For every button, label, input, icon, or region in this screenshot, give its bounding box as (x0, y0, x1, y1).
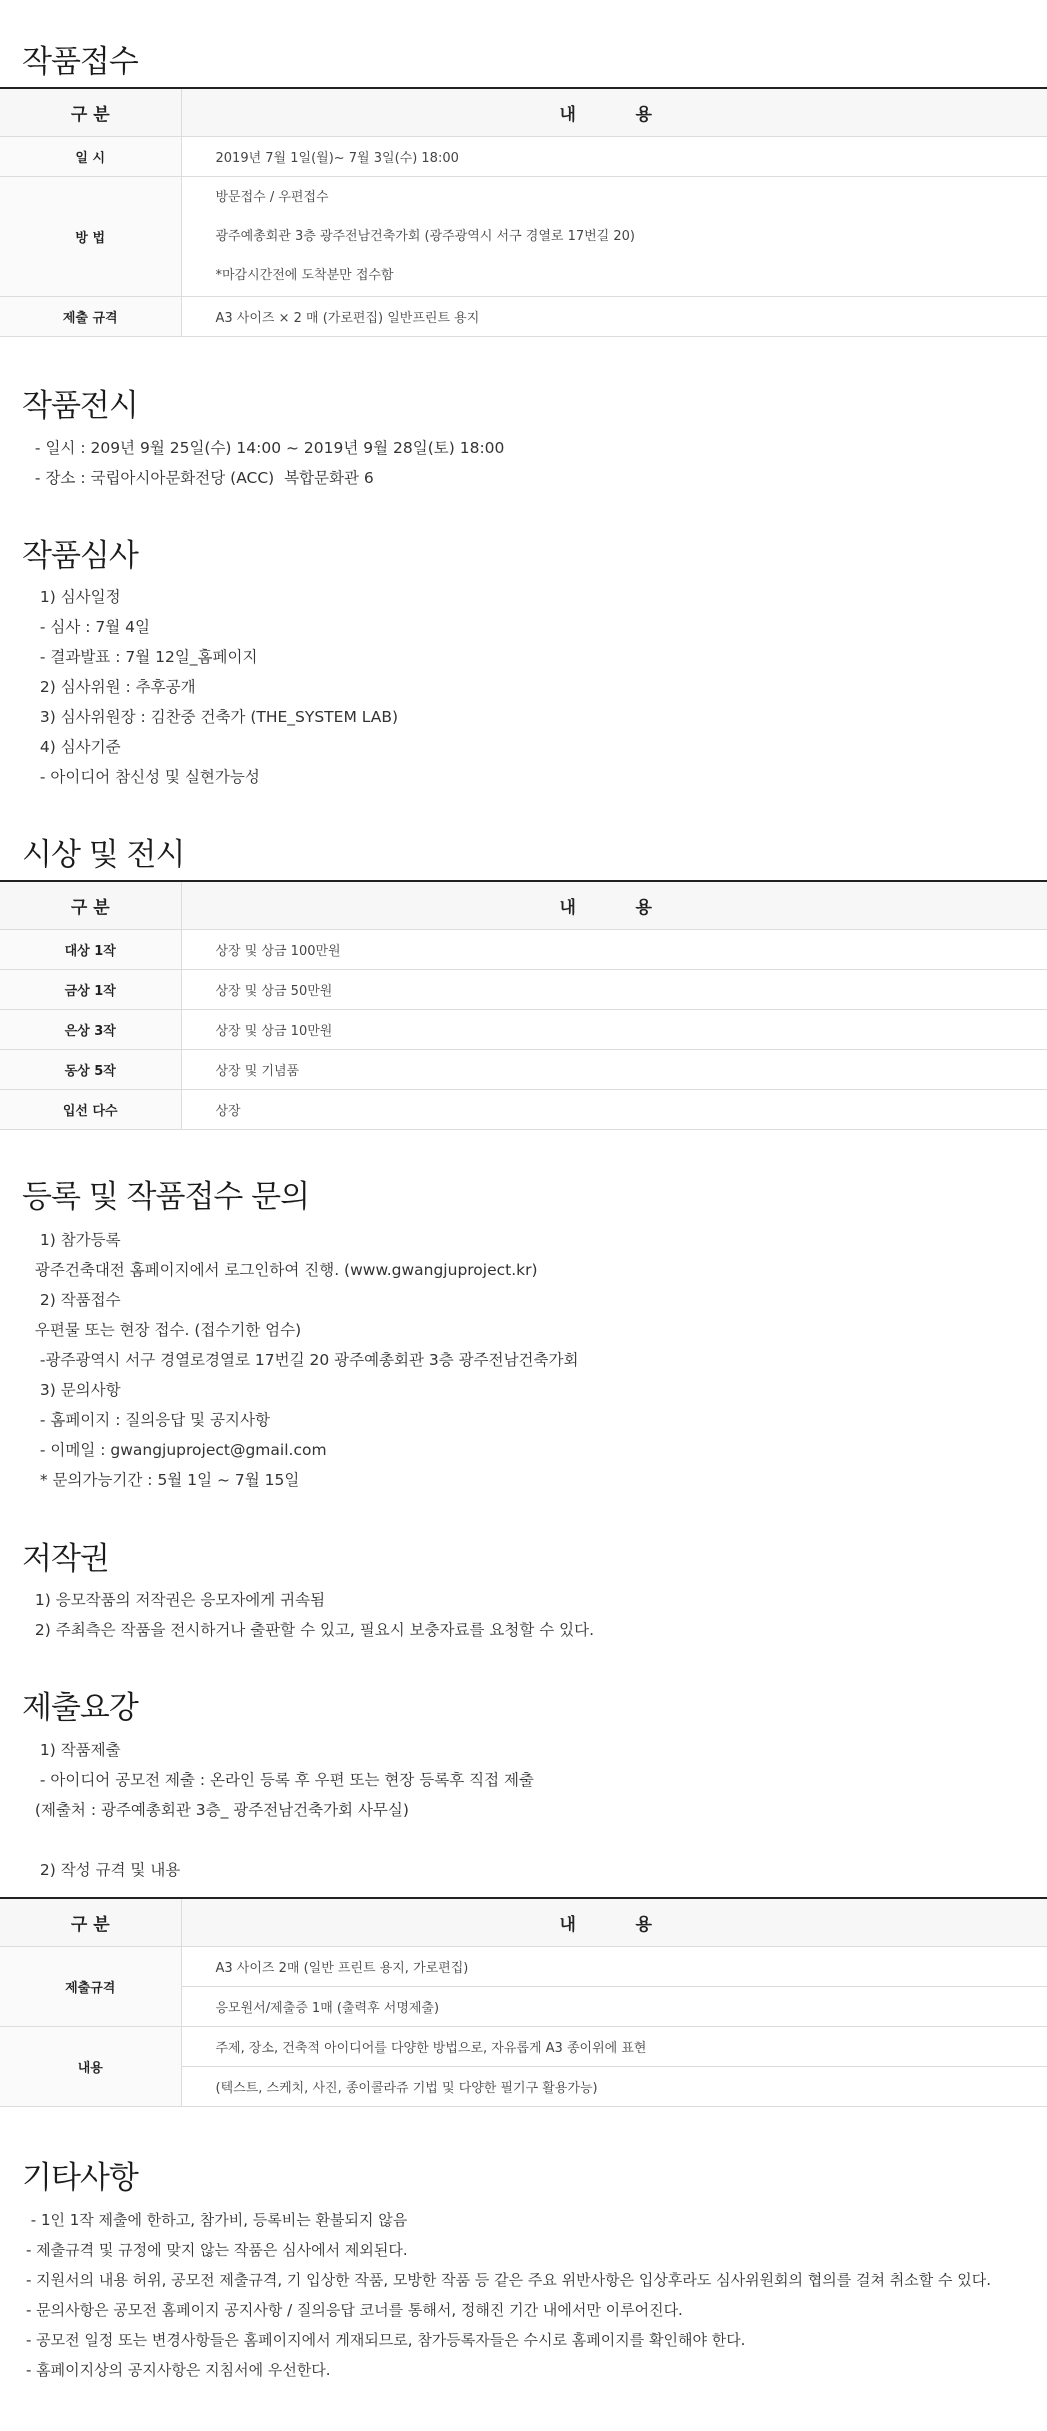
header-category: 구 분 (0, 881, 181, 929)
row-value: A3 사이즈 × 2 매 (가로편집) 일반프린트 용지 (181, 296, 1047, 336)
header-content: 내 용 (181, 881, 1047, 929)
section-title-exhibition: 작품전시 (22, 388, 138, 424)
list-item: 2) 주최측은 작품을 전시하거나 출판할 수 있고, 필요시 보충자료를 요청할 수 있다. (30, 1621, 595, 1639)
row-value: 상장 및 상금 10만원 (181, 1009, 1047, 1049)
list-item: 광주건축대전 홈페이지에서 로그인하여 진행. (www.gwangjuproject.kr) (30, 1261, 538, 1279)
table-row (0, 1009, 1047, 1049)
header-content: 내 용 (181, 1898, 1047, 1946)
list-item: 1) 응모작품의 저작권은 응모자에게 귀속됨 (30, 1591, 326, 1609)
list-item: - 장소 : 국립아시아문화전당 (ACC) 복합문화관 6 (30, 469, 374, 487)
section-title-copyright: 저작권 (22, 1541, 109, 1577)
section-title-guidelines: 제출요강 (22, 1690, 138, 1726)
list-item: - 홈페이지 : 질의응답 및 공지사항 (30, 1411, 270, 1429)
row-label: 제출 규격 (0, 296, 181, 336)
list-item: - 심사 : 7월 4일 (30, 618, 150, 636)
guidelines-list (30, 1735, 534, 1885)
row-value: 상장 (181, 1089, 1047, 1129)
guidelines-table (0, 1897, 1047, 2107)
awards-table (0, 880, 1047, 1130)
list-item: 4) 심사기준 (30, 738, 121, 756)
list-item: 1) 참가등록 (30, 1231, 121, 1249)
table-row (0, 296, 1047, 336)
row-label: 동상 5작 (0, 1049, 181, 1089)
table-row (0, 136, 1047, 176)
list-item: 2) 작성 규격 및 내용 (30, 1861, 181, 1879)
list-item: -광주광역시 서구 경열로경열로 17번길 20 광주예총회관 3층 광주전남건축가회 (30, 1351, 579, 1369)
list-item: - 제출규격 및 규정에 맞지 않는 작품은 심사에서 제외된다. (26, 2241, 408, 2259)
list-item: * 문의가능기간 : 5월 1일 ~ 7월 15일 (30, 1471, 300, 1489)
row-value: A3 사이즈 2매 (일반 프린트 용지, 가로편집) (181, 1946, 1047, 1986)
table-row (0, 969, 1047, 1009)
list-item: - 일시 : 209년 9월 25일(수) 14:00 ~ 2019년 9월 28일(토) 18:00 (30, 439, 505, 457)
list-item: - 결과발표 : 7월 12일_홈페이지 (30, 648, 258, 666)
section-title-submission: 작품접수 (22, 44, 138, 80)
row-value: 상장 및 기념품 (181, 1049, 1047, 1089)
section-title-judging: 작품심사 (22, 538, 138, 574)
list-item (30, 1825, 534, 1855)
table-row (0, 1946, 1047, 1986)
exhibition-list (30, 433, 504, 493)
row-label: 금상 1작 (0, 969, 181, 1009)
row-value (181, 176, 1047, 296)
table-row (0, 1049, 1047, 1089)
header-category: 구 분 (0, 88, 181, 136)
table-row (0, 176, 1047, 296)
submission-table (0, 87, 1047, 337)
list-item: 우편물 또는 현장 접수. (접수기한 엄수) (30, 1321, 302, 1339)
row-value: 2019년 7월 1일(월)~ 7월 3일(수) 18:00 (181, 136, 1047, 176)
list-item: - 아이디어 공모전 제출 : 온라인 등록 후 우편 또는 현장 등록후 직접 제출 (30, 1771, 534, 1789)
list-item: 2) 심사위원 : 추후공개 (30, 678, 196, 696)
row-label: 일 시 (0, 136, 181, 176)
row-label: 입선 다수 (0, 1089, 181, 1129)
row-value: (텍스트, 스케치, 사진, 종이콜라쥬 기법 및 다양한 필기구 활용가능) (181, 2066, 1047, 2106)
row-line: *마감시간전에 도착분만 접수함 (215, 267, 394, 283)
table-row (0, 2026, 1047, 2066)
row-label: 은상 3작 (0, 1009, 181, 1049)
section-title-registration: 등록 및 작품접수 문의 (22, 1179, 310, 1215)
list-item: - 문의사항은 공모전 홈페이지 공지사항 / 질의응답 코너를 통해서, 정해진 기간 내에서만 이루어진다. (26, 2301, 683, 2319)
copyright-list (30, 1585, 594, 1645)
table-header-row (0, 88, 1047, 136)
row-label: 제출규격 (0, 1946, 181, 2026)
list-item: - 공모전 일정 또는 변경사항들은 홈페이지에서 게재되므로, 참가등록자들은 수시로 홈페이지를 확인해야 한다. (26, 2331, 746, 2349)
row-label: 대상 1작 (0, 929, 181, 969)
list-item: 1) 작품제출 (30, 1741, 121, 1759)
row-label: 내용 (0, 2026, 181, 2106)
list-item: - 홈페이지상의 공지사항은 지침서에 우선한다. (26, 2361, 331, 2379)
list-item: - 1인 1작 제출에 한하고, 참가비, 등록비는 환불되지 않음 (26, 2211, 408, 2229)
judging-list (30, 582, 398, 792)
list-item: 3) 심사위원장 : 김찬중 건축가 (THE_SYSTEM LAB) (30, 708, 399, 726)
row-label: 방 법 (0, 176, 181, 296)
row-value: 응모원서/제출증 1매 (출력후 서명제출) (181, 1986, 1047, 2026)
section-title-awards: 시상 및 전시 (22, 837, 185, 873)
table-row (0, 1089, 1047, 1129)
row-value: 상장 및 상금 100만원 (181, 929, 1047, 969)
table-header-row (0, 1898, 1047, 1946)
table-header-row (0, 881, 1047, 929)
header-content: 내 용 (181, 88, 1047, 136)
row-value: 상장 및 상금 50만원 (181, 969, 1047, 1009)
row-line: 방문접수 / 우편접수 (215, 189, 329, 205)
section-title-misc: 기타사항 (22, 2160, 138, 2196)
list-item: 2) 작품접수 (30, 1291, 121, 1309)
table-row (0, 929, 1047, 969)
list-item: - 아이디어 참신성 및 실현가능성 (30, 768, 260, 786)
row-line: 광주예총회관 3층 광주전남건축가회 (광주광역시 서구 경열로 17번길 20) (215, 228, 635, 244)
list-item: - 지원서의 내용 허위, 공모전 제출규격, 기 입상한 작품, 모방한 작품 등 같은 주요 위반사항은 입상후라도 심사위원회의 협의를 걸쳐 취소할 수 있다. (26, 2271, 992, 2289)
misc-list (26, 2205, 991, 2385)
list-item: - 이메일 : gwangjuproject@gmail.com (30, 1441, 327, 1459)
row-value: 주제, 장소, 건축적 아이디어를 다양한 방법으로, 자유롭게 A3 종이위에 표현 (181, 2026, 1047, 2066)
registration-list (30, 1225, 578, 1495)
list-item: (제출처 : 광주예총회관 3층_ 광주전남건축가회 사무실) (30, 1801, 409, 1819)
list-item: 3) 문의사항 (30, 1381, 121, 1399)
list-item: 1) 심사일정 (30, 588, 121, 606)
header-category: 구 분 (0, 1898, 181, 1946)
